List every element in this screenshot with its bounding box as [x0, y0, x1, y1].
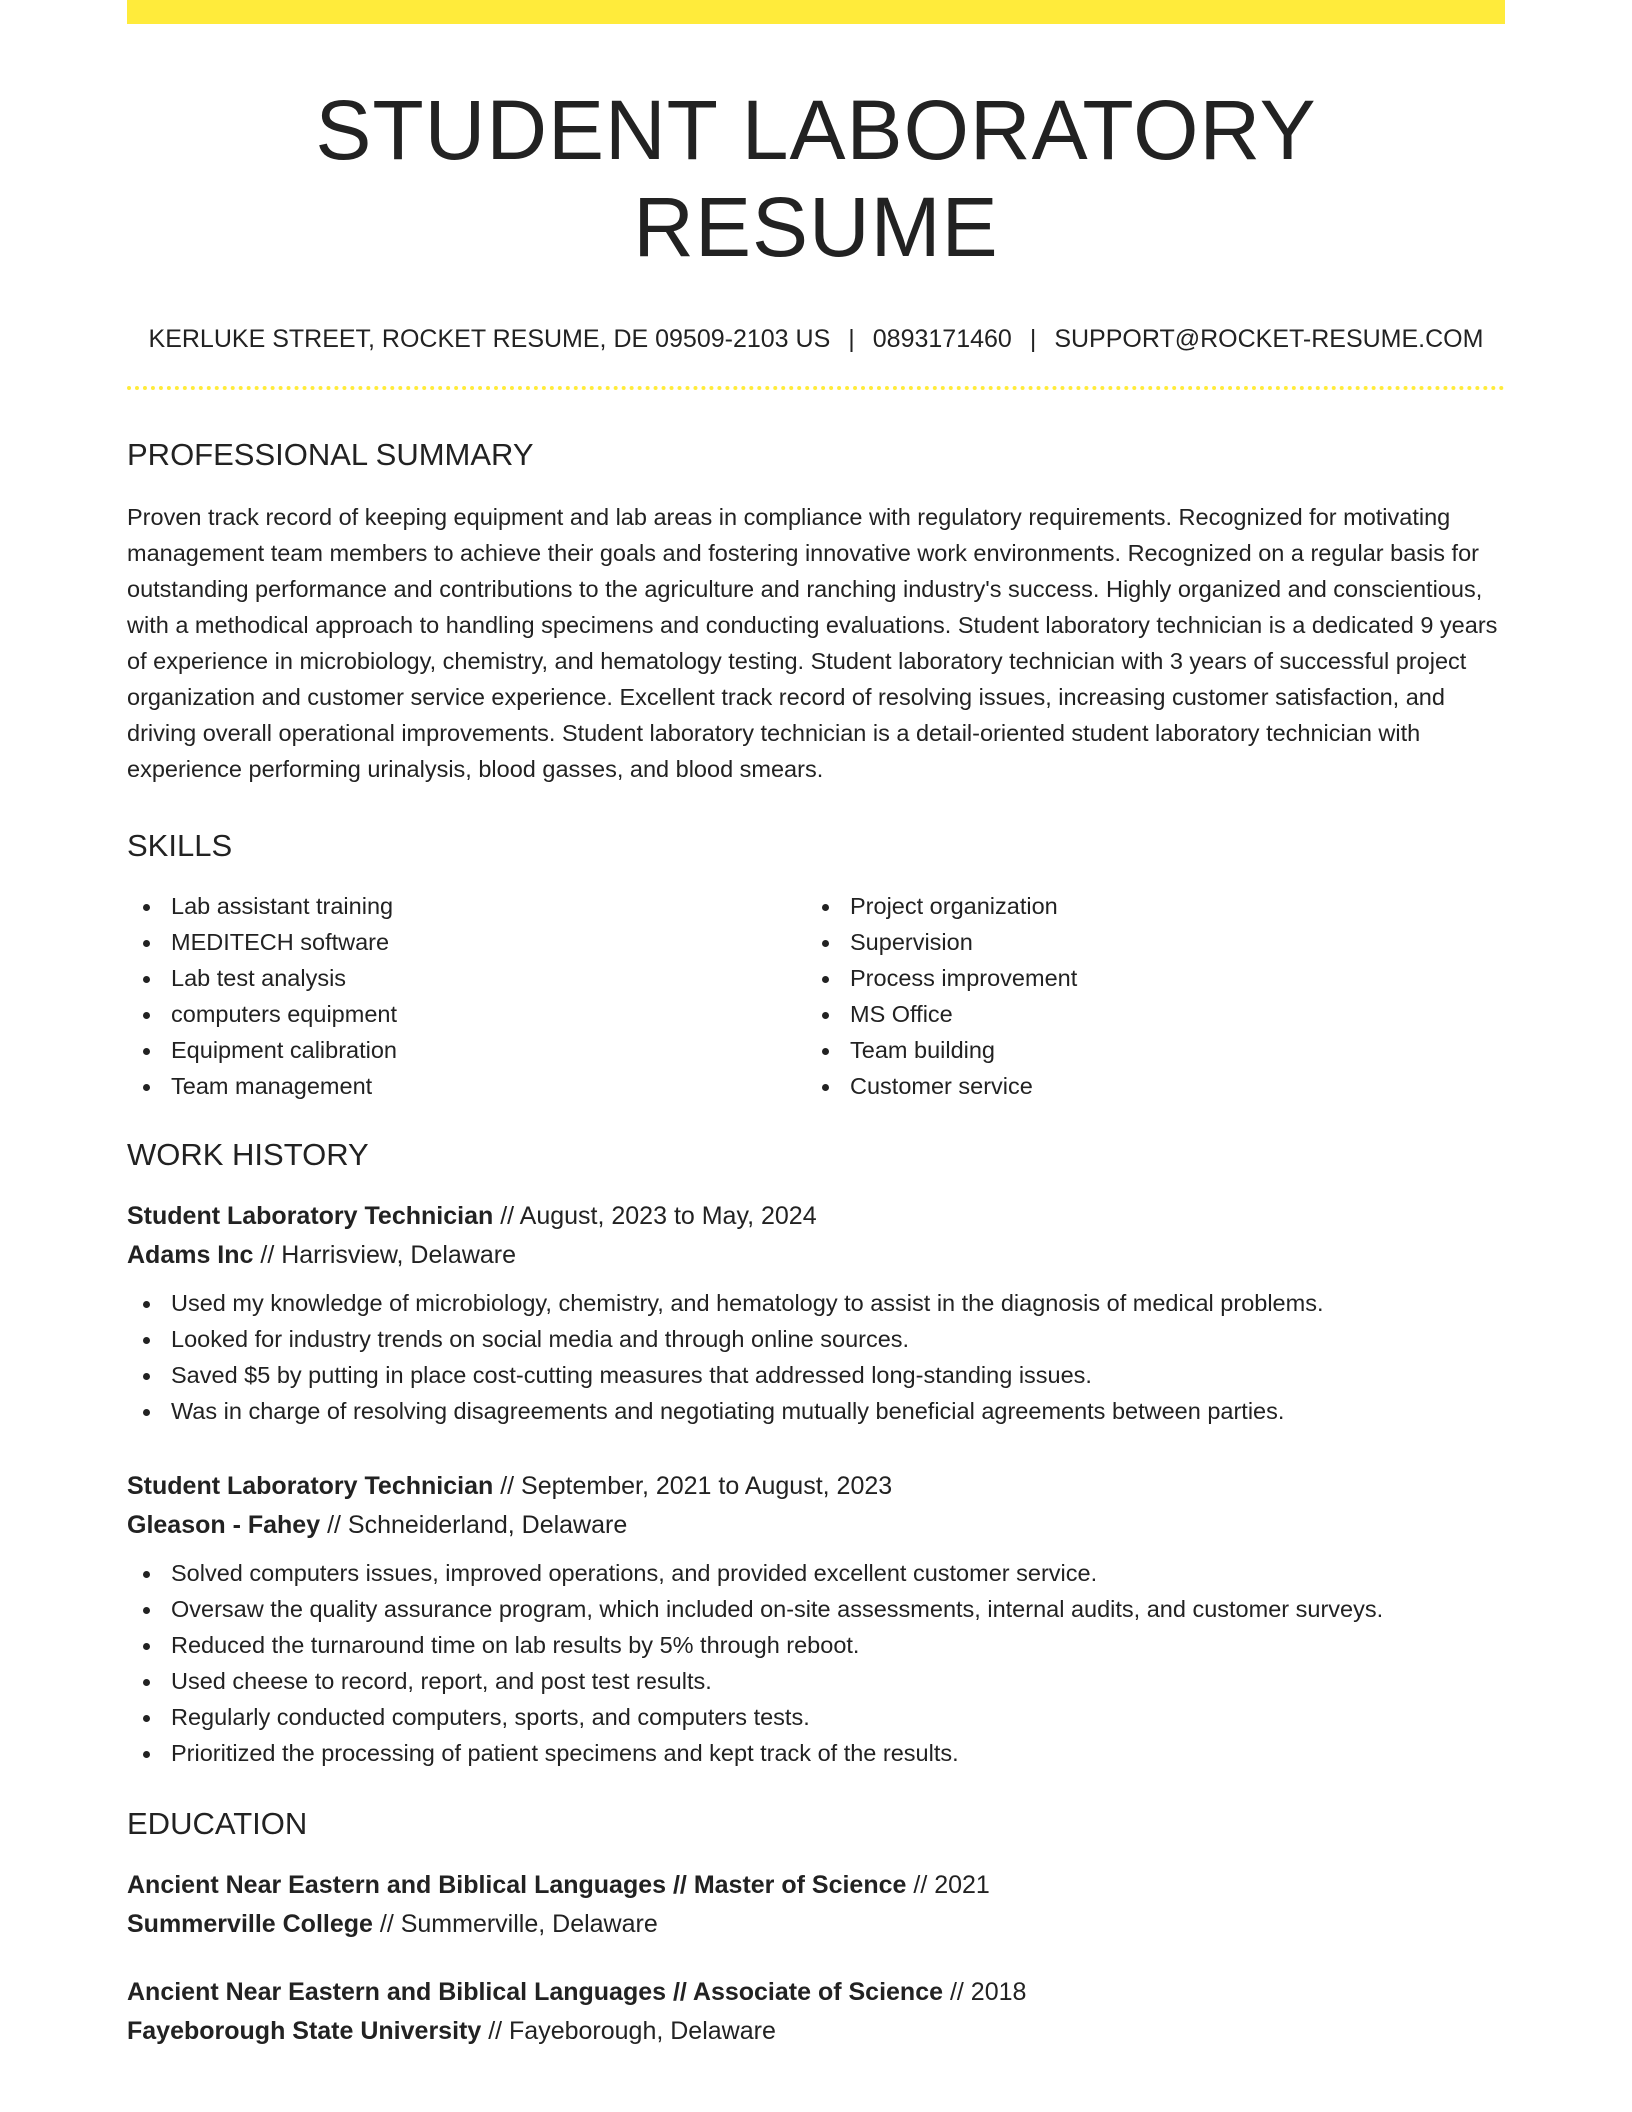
contact-email[interactable]: SUPPORT@ROCKET-RESUME.COM [1054, 325, 1484, 354]
education-school-line [127, 2012, 1505, 2051]
skill-item: MS Office [806, 996, 1485, 1032]
job-bullet: Reduced the turnaround time on lab results by 5% through reboot. [127, 1627, 1505, 1663]
education-heading: EDUCATION [127, 1806, 308, 1842]
job-role: Student Laboratory Technician [127, 1472, 494, 1501]
skill-item: Supervision [806, 924, 1485, 960]
skill-item: Lab test analysis [127, 960, 806, 996]
education-entry [127, 1973, 1505, 2051]
skill-item: Project organization [806, 888, 1485, 924]
skill-item: Team management [127, 1068, 806, 1104]
contact-phone[interactable]: 0893171460 [872, 325, 1012, 354]
education-degree-line [127, 1866, 1505, 1905]
education-degree-line [127, 1973, 1505, 2012]
job-location: // Harrisview, Delaware [253, 1241, 517, 1270]
summary-heading: PROFESSIONAL SUMMARY [127, 436, 534, 472]
education-year: // 2018 [943, 1978, 1027, 2007]
education-school: Fayeborough State University [127, 2017, 482, 2046]
job-bullet: Oversaw the quality assurance program, which included on-site assessments, internal audits, and customer surveys. [127, 1591, 1505, 1627]
education-school-line [127, 1905, 1505, 1944]
education-year: // 2021 [906, 1871, 990, 1900]
resume-page [127, 0, 1505, 2051]
job-company-line [127, 1236, 1505, 1275]
skills-heading: SKILLS [127, 827, 233, 863]
job-entry [127, 1197, 1505, 1429]
skill-item: Lab assistant training [127, 888, 806, 924]
contact-separator: | [1029, 325, 1037, 354]
job-bullet: Used my knowledge of microbiology, chemistry, and hematology to assist in the diagnosis of medical problems. [127, 1285, 1505, 1321]
job-title-line [127, 1467, 1505, 1506]
job-bullets [127, 1555, 1505, 1771]
contact-separator: | [848, 325, 855, 354]
job-location: // Schneiderland, Delaware [320, 1511, 628, 1540]
education-school: Summerville College [127, 1910, 373, 1939]
contact-line [127, 323, 1505, 356]
job-bullet: Was in charge of resolving disagreements and negotiating mutually beneficial agreements between parties. [127, 1393, 1505, 1429]
resume-title: STUDENT LABORATORY RESUME [315, 83, 1317, 274]
education-location: // Summerville, Delaware [372, 1910, 658, 1939]
skill-item: Team building [806, 1032, 1485, 1068]
education-degree: Ancient Near Eastern and Biblical Languages // Associate of Science [127, 1978, 944, 2007]
job-bullet: Prioritized the processing of patient specimens and kept track of the results. [127, 1735, 1505, 1771]
contact-address: KERLUKE STREET, ROCKET RESUME, DE 09509-2103 US [148, 325, 831, 354]
job-company: Gleason - Fahey [127, 1511, 321, 1540]
education-location: // Fayeborough, Delaware [481, 2017, 776, 2046]
skill-item: computers equipment [127, 996, 806, 1032]
education-degree: Ancient Near Eastern and Biblical Languages // Master of Science [127, 1871, 907, 1900]
work-history-heading: WORK HISTORY [127, 1137, 369, 1173]
job-dates: // September, 2021 to August, 2023 [493, 1472, 893, 1501]
skills-column-left [127, 888, 806, 1104]
job-dates: // August, 2023 to May, 2024 [493, 1202, 817, 1231]
skills-column-right [806, 888, 1485, 1104]
skill-item: MEDITECH software [127, 924, 806, 960]
job-company: Adams Inc [127, 1241, 254, 1270]
job-bullets [127, 1285, 1505, 1429]
skill-item: Equipment calibration [127, 1032, 806, 1068]
job-entry [127, 1467, 1505, 1771]
summary-text: Proven track record of keeping equipment and lab areas in compliance with regulatory requirements. Recognized for motivating management team members to achieve their goals and fostering innovative work environments. Recognized on a regular basis for outstanding performance and contributions to the agriculture and ranching industry's success. Highly organized and conscientious, with a methodical approach to handling specimens and conducting evaluations. Student laboratory technician is a dedicated 9 years of experience in microbiology, chemistry, and hematology testing. Student laboratory technician with 3 years of successful project organization and customer service experience. Excellent track record of resolving issues, increasing customer satisfaction, and driving overall operational improvements. Student laboratory technician is a detail-oriented student laboratory technician with experience performing urinalysis, blood gasses, and blood smears. [127, 503, 1498, 782]
accent-top-bar [127, 0, 1505, 24]
job-role: Student Laboratory Technician [127, 1202, 494, 1231]
job-title-line [127, 1197, 1505, 1236]
skill-item: Process improvement [806, 960, 1485, 996]
dotted-divider [127, 386, 1505, 390]
skill-item: Customer service [806, 1068, 1485, 1104]
job-bullet: Solved computers issues, improved operations, and provided excellent customer service. [127, 1555, 1505, 1591]
job-bullet: Looked for industry trends on social media and through online sources. [127, 1321, 1505, 1357]
job-bullet: Saved $5 by putting in place cost-cutting measures that addressed long-standing issues. [127, 1357, 1505, 1393]
job-company-line [127, 1506, 1505, 1545]
job-bullet: Used cheese to record, report, and post test results. [127, 1663, 1505, 1699]
education-entry [127, 1866, 1505, 1944]
job-bullet: Regularly conducted computers, sports, and computers tests. [127, 1699, 1505, 1735]
skills-list [127, 888, 1505, 1104]
